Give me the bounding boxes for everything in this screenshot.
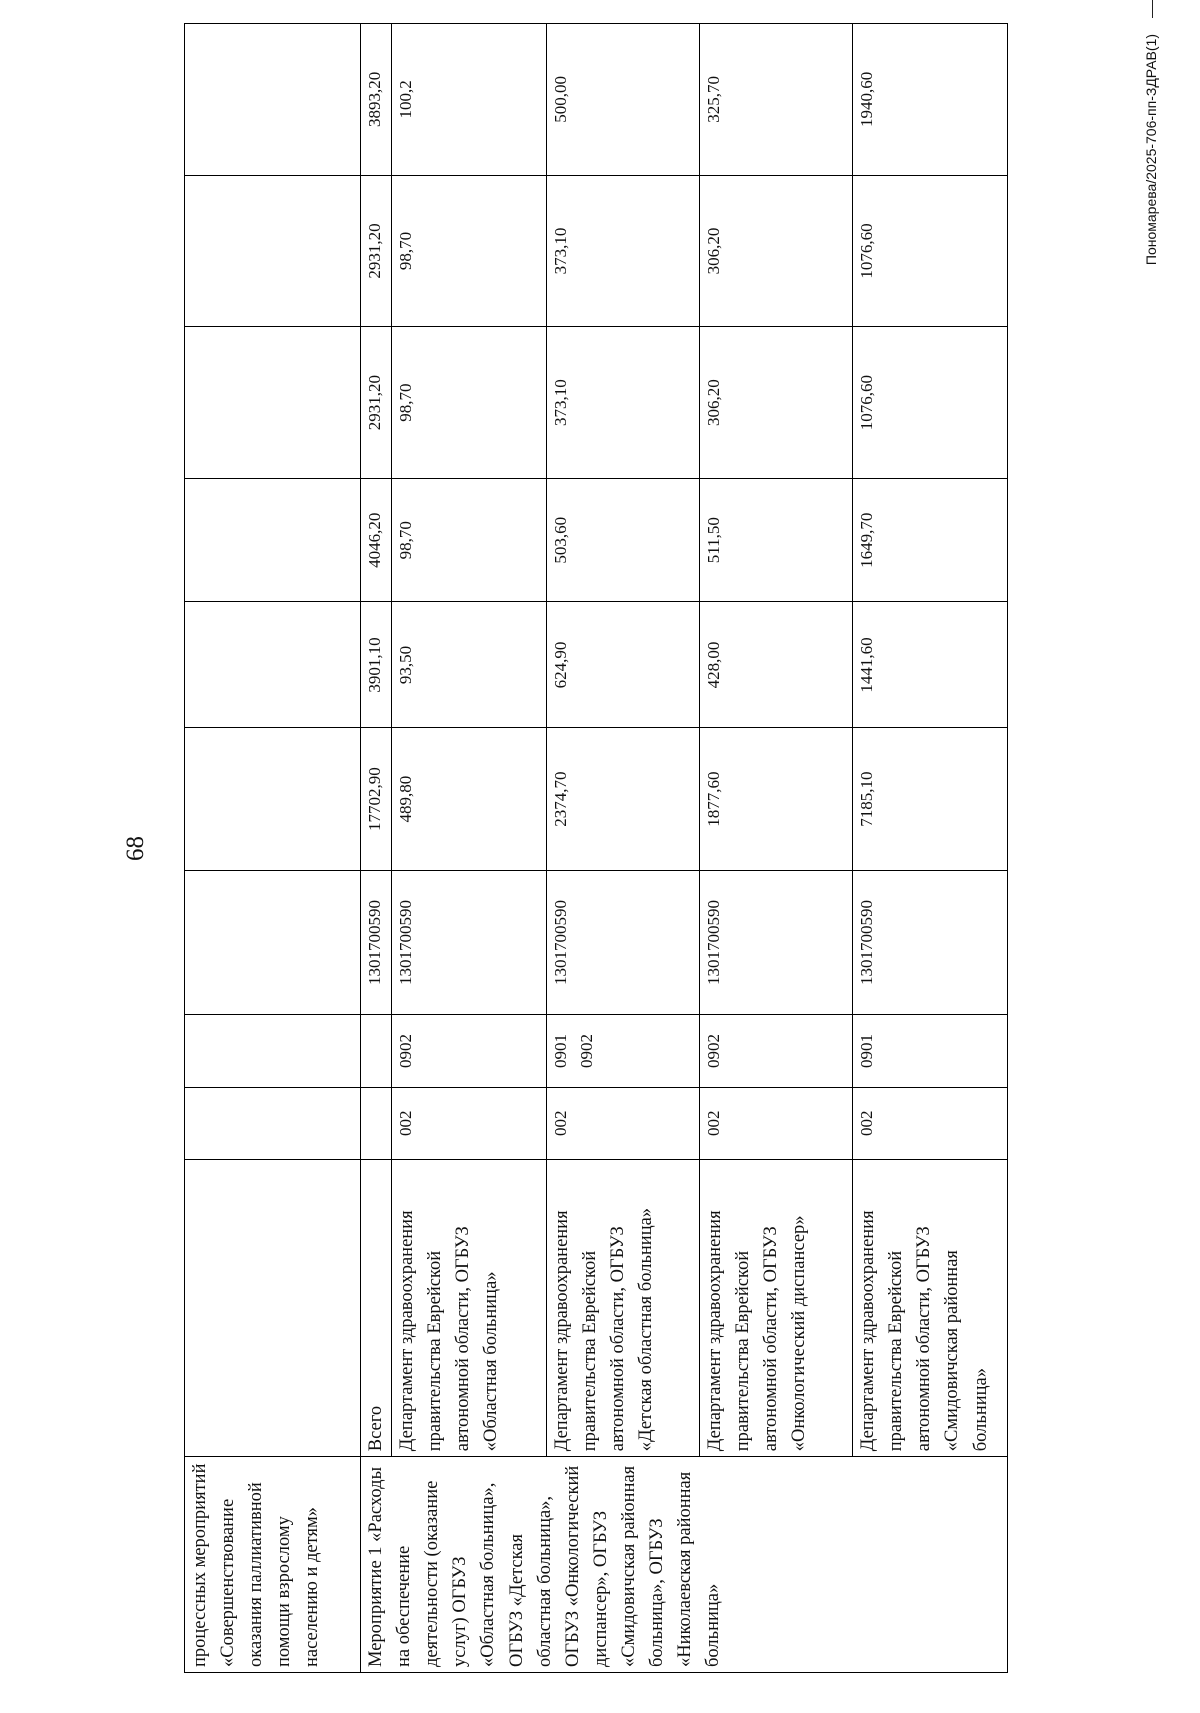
value-cell: 306,20 [700, 327, 853, 479]
executor-cell: Департамент здравоохранения правительства Еврейской автономной области, ОГБУЗ «Областная больница» [392, 1159, 547, 1456]
event-label: Мероприятие 1 «Расходы на обеспечение деятельности (оказание услуг) ОГБУЗ «Областная больница», ОГБУЗ «Детская областная больница», ОГБУЗ «Онкологический диспансер», ОГБУЗ «Смидовичская районная больница», ОГБУЗ «Николаевская районная больница» [361, 1457, 1008, 1673]
value-cell: 98,70 [392, 175, 547, 327]
value-cell: 98,70 [392, 478, 547, 602]
executor-row [853, 24, 1008, 1673]
total-value: 3901,10 [361, 602, 392, 728]
executor-cell: Департамент здравоохранения правительства Еврейской автономной области, ОГБУЗ «Детская областная больница» [547, 1159, 700, 1456]
executor-row [547, 24, 700, 1673]
grbs-cell: 002 [547, 1087, 700, 1159]
value-cell: 1076,60 [853, 175, 1008, 327]
page-number: 68 [122, 836, 149, 861]
intro-row [185, 24, 361, 1673]
total-value: 2931,20 [361, 175, 392, 327]
rzpr-cell: 0901 [853, 1015, 1008, 1087]
total-label: Всего [361, 1159, 392, 1456]
value-cell: 98,70 [392, 327, 547, 479]
value-cell: 489,80 [392, 728, 547, 870]
value-cell: 428,00 [700, 602, 853, 728]
executor-cell: Департамент здравоохранения правительства Еврейской автономной области, ОГБУЗ «Онкологический диспансер» [700, 1159, 853, 1456]
rzpr-cell: 0902 [700, 1015, 853, 1087]
value-cell: 500,00 [547, 24, 700, 176]
grbs-cell: 002 [853, 1087, 1008, 1159]
value-cell: 624,90 [547, 602, 700, 728]
value-cell: 503,60 [547, 478, 700, 602]
total-value: 2931,20 [361, 327, 392, 479]
value-cell: 1877,60 [700, 728, 853, 870]
csr-cell: 1301700590 [392, 870, 547, 1015]
value-cell: 511,50 [700, 478, 853, 602]
value-cell: 1649,70 [853, 478, 1008, 602]
total-row [361, 24, 392, 1673]
grbs-cell: 002 [392, 1087, 547, 1159]
value-cell: 373,10 [547, 327, 700, 479]
csr-cell: 1301700590 [853, 870, 1008, 1015]
footer-doc-id: Пономарева/2025-706-пп-ЗДРАВ(1) [1143, 34, 1159, 354]
value-cell: 7185,10 [853, 728, 1008, 870]
total-value: 3893,20 [361, 24, 392, 176]
value-cell: 100,2 [392, 24, 547, 176]
csr-cell: 1301700590 [700, 870, 853, 1015]
executor-cell: Департамент здравоохранения правительства Еврейской автономной области, ОГБУЗ «Смидовичская районная больница» [853, 1159, 1008, 1456]
value-cell: 306,20 [700, 175, 853, 327]
value-cell: 93,50 [392, 602, 547, 728]
value-cell: 373,10 [547, 175, 700, 327]
budget-table [184, 23, 1008, 1673]
executor-row [700, 24, 853, 1673]
rzpr-cell: 0902 [392, 1015, 547, 1087]
intro-label: процессных мероприятий «Совершенствование оказания паллиативной помощи взрослому населению и детям» [185, 1457, 361, 1673]
total-value: 4046,20 [361, 478, 392, 602]
csr-cell: 1301700590 [547, 870, 700, 1015]
value-cell: 325,70 [700, 24, 853, 176]
value-cell: 1441,60 [853, 602, 1008, 728]
value-cell: 1076,60 [853, 327, 1008, 479]
rzpr-cell: 0901 0902 [547, 1015, 700, 1087]
value-cell: 1940,60 [853, 24, 1008, 176]
total-value: 17702,90 [361, 728, 392, 870]
total-csr: 1301700590 [361, 870, 392, 1015]
value-cell: 2374,70 [547, 728, 700, 870]
grbs-cell: 002 [700, 1087, 853, 1159]
executor-row [392, 24, 547, 1673]
